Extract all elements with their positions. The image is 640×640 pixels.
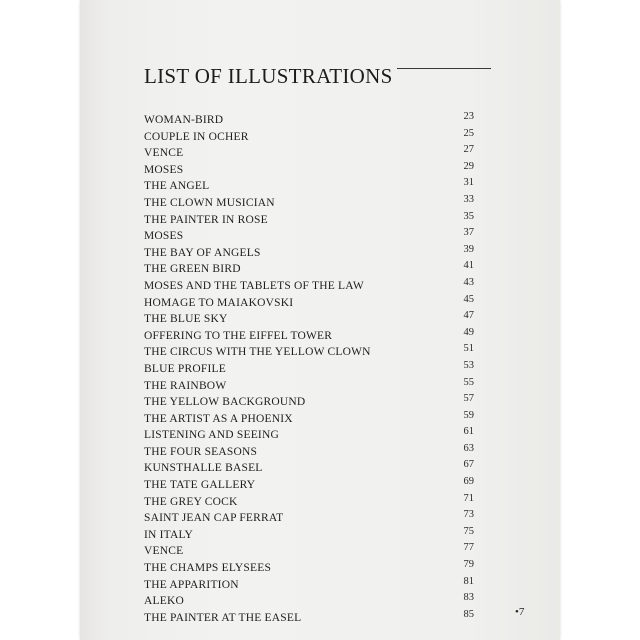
list-item — [144, 494, 474, 511]
list-item — [144, 228, 474, 245]
list-item — [144, 212, 474, 229]
illustration-title: THE BAY OF ANGELS — [144, 246, 261, 259]
list-item — [144, 129, 474, 146]
list-item — [144, 560, 474, 577]
illustration-page-number: 71 — [463, 492, 474, 504]
illustration-page-number: 47 — [463, 310, 474, 322]
list-item — [144, 477, 474, 494]
illustration-page-number: 53 — [463, 359, 474, 371]
illustration-page-number: 81 — [463, 575, 474, 587]
illustration-title: THE CLOWN MUSICIAN — [144, 196, 275, 209]
illustration-page-number: 55 — [463, 376, 474, 388]
list-item — [144, 311, 474, 328]
heading-rule — [397, 68, 491, 69]
illustration-page-number: 67 — [463, 459, 474, 471]
illustration-title: THE FOUR SEASONS — [144, 445, 258, 458]
illustration-page-number: 41 — [463, 260, 474, 272]
illustration-title: VENCE — [144, 545, 184, 558]
illustration-page-number: 75 — [463, 525, 474, 537]
list-item — [144, 261, 474, 278]
illustration-page-number: 43 — [463, 276, 474, 288]
illustration-title: THE TATE GALLERY — [144, 479, 256, 492]
illustration-title: THE GREY COCK — [144, 495, 238, 508]
list-item — [144, 328, 474, 345]
illustration-title: THE ANGEL — [144, 180, 210, 193]
list-item — [144, 295, 474, 312]
illustration-title: MOSES AND THE TABLETS OF THE LAW — [144, 279, 364, 292]
list-item — [144, 394, 474, 411]
list-item — [144, 577, 474, 594]
page-number: •7 — [515, 606, 525, 618]
list-item — [144, 361, 474, 378]
illustration-page-number: 49 — [463, 326, 474, 338]
illustration-title: THE APPARITION — [144, 578, 239, 591]
illustration-title: KUNSTHALLE BASEL — [144, 462, 263, 475]
list-item — [144, 427, 474, 444]
illustration-title: THE YELLOW BACKGROUND — [144, 396, 306, 409]
illustration-page-number: 63 — [463, 442, 474, 454]
illustration-page-number: 23 — [463, 111, 474, 122]
illustration-title: LISTENING AND SEEING — [144, 429, 279, 442]
illustration-title: HOMAGE TO MAIAKOVSKI — [144, 296, 294, 309]
list-item — [144, 195, 474, 212]
illustration-title: MOSES — [144, 230, 184, 243]
illustration-title: THE ARTIST AS A PHOENIX — [144, 412, 293, 425]
list-item — [144, 610, 474, 627]
illustration-title: BLUE PROFILE — [144, 362, 226, 375]
list-item — [144, 593, 474, 610]
illustration-title: ALEKO — [144, 595, 184, 608]
illustration-title: MOSES — [144, 163, 184, 176]
illustration-page-number: 35 — [463, 210, 474, 222]
illustration-page-number: 61 — [463, 426, 474, 438]
illustration-page-number: 33 — [463, 193, 474, 205]
illustration-title: COUPLE IN OCHER — [144, 130, 249, 143]
illustration-title: THE PAINTER IN ROSE — [144, 213, 268, 226]
illustrations-list — [144, 112, 474, 626]
list-item — [144, 460, 474, 477]
illustration-title: THE PAINTER AT THE EASEL — [144, 611, 302, 624]
list-item — [144, 112, 474, 129]
illustration-title: THE CHAMPS ELYSEES — [144, 562, 272, 575]
list-item — [144, 145, 474, 162]
list-item — [144, 378, 474, 395]
illustration-page-number: 77 — [463, 542, 474, 554]
list-item — [144, 245, 474, 262]
list-item — [144, 411, 474, 428]
illustration-page-number: 85 — [463, 608, 474, 620]
illustration-page-number: 39 — [463, 243, 474, 255]
list-item — [144, 543, 474, 560]
page-title: LIST OF ILLUSTRATIONS — [144, 64, 393, 88]
illustration-page-number: 31 — [463, 177, 474, 189]
illustration-title: IN ITALY — [144, 528, 194, 541]
illustration-page-number: 79 — [463, 559, 474, 571]
list-item — [144, 527, 474, 544]
illustration-page-number: 57 — [463, 393, 474, 405]
list-item — [144, 178, 474, 195]
list-item — [144, 344, 474, 361]
illustration-page-number: 29 — [463, 160, 474, 172]
illustration-title: SAINT JEAN CAP FERRAT — [144, 512, 284, 525]
illustration-page-number: 45 — [463, 293, 474, 305]
illustration-title: THE RAINBOW — [144, 379, 227, 392]
list-item — [144, 278, 474, 295]
list-item — [144, 444, 474, 461]
illustration-page-number: 25 — [463, 127, 474, 139]
illustration-title: WOMAN-BIRD — [144, 114, 224, 126]
illustration-page-number: 73 — [463, 509, 474, 521]
illustration-page-number: 83 — [463, 592, 474, 604]
illustration-title: THE BLUE SKY — [144, 313, 228, 326]
list-item — [144, 510, 474, 527]
illustration-title: OFFERING TO THE EIFFEL TOWER — [144, 329, 333, 342]
illustration-title: THE CIRCUS WITH THE YELLOW CLOWN — [144, 346, 371, 359]
illustration-page-number: 69 — [463, 476, 474, 488]
illustration-title: VENCE — [144, 147, 184, 160]
illustration-page-number: 37 — [463, 227, 474, 239]
list-item — [144, 162, 474, 179]
illustration-title: THE GREEN BIRD — [144, 263, 241, 276]
illustration-page-number: 59 — [463, 409, 474, 421]
illustration-page-number: 51 — [463, 343, 474, 355]
illustration-page-number: 27 — [463, 144, 474, 156]
heading-row — [144, 64, 491, 88]
